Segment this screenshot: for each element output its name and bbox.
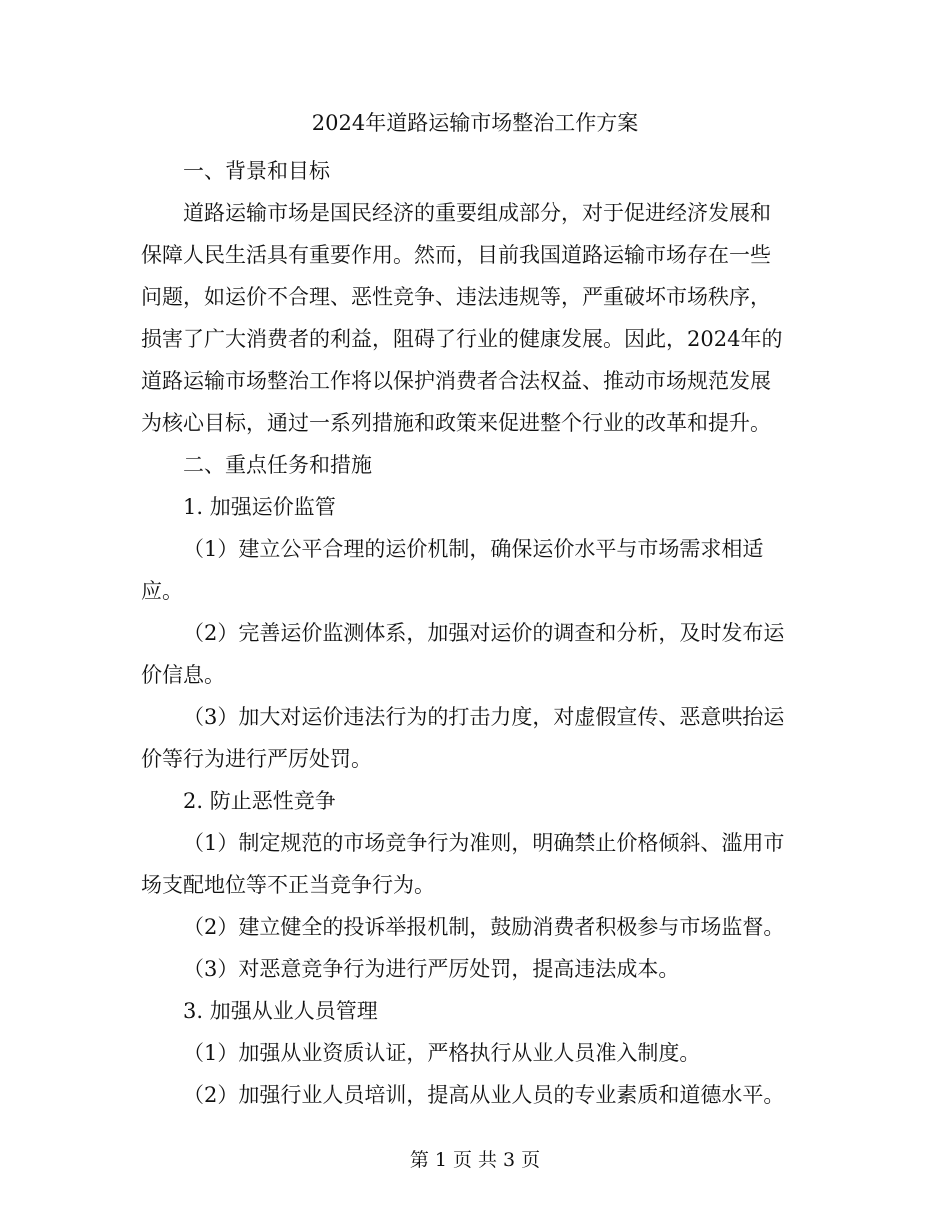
paragraph-line: 道路运输市场整治工作将以保护消费者合法权益、推动市场规范发展	[141, 369, 771, 393]
list-item-line: （2）加强行业人员培训，提高从业人员的专业素质和道德水平。	[183, 1083, 785, 1107]
list-item-line: 应。	[141, 579, 183, 603]
list-item-line: （1）制定规范的市场竞争行为准则，明确禁止价格倾斜、滥用市	[183, 831, 785, 855]
section-heading-tasks: 二、重点任务和措施	[183, 453, 372, 477]
list-item-line: （2）建立健全的投诉举报机制，鼓励消费者积极参与市场监督。	[183, 915, 785, 939]
subheading-competition: 2. 防止恶性竞争	[183, 789, 336, 813]
list-item-line: （1）加强从业资质认证，严格执行从业人员准入制度。	[183, 1041, 701, 1065]
page-number-footer: 第 1 页 共 3 页	[409, 1149, 541, 1171]
list-item-line: （3）对恶意竞争行为进行严厉处罚，提高违法成本。	[183, 957, 680, 981]
paragraph-line: 保障人民生活具有重要作用。然而，目前我国道路运输市场存在一些	[141, 243, 771, 267]
section-heading-background: 一、背景和目标	[183, 159, 330, 183]
paragraph-line: 损害了广大消费者的利益，阻碍了行业的健康发展。因此，2024年的	[141, 327, 783, 351]
list-item-line: 价等行为进行严厉处罚。	[141, 747, 372, 771]
paragraph-line: 为核心目标，通过一系列措施和政策来促进整个行业的改革和提升。	[141, 411, 771, 435]
paragraph-line: 问题，如运价不合理、恶性竞争、违法违规等，严重破坏市场秩序，	[141, 285, 771, 309]
list-item-line: （1）建立公平合理的运价机制，确保运价水平与市场需求相适	[183, 537, 764, 561]
list-item-line: （2）完善运价监测体系，加强对运价的调查和分析，及时发布运	[183, 621, 785, 645]
subheading-personnel: 3. 加强从业人员管理	[183, 999, 378, 1023]
list-item-line: （3）加大对运价违法行为的打击力度，对虚假宣传、恶意哄抬运	[183, 705, 785, 729]
list-item-line: 场支配地位等不正当竞争行为。	[141, 873, 435, 897]
document-title: 2024年道路运输市场整治工作方案	[311, 111, 639, 135]
paragraph-line: 道路运输市场是国民经济的重要组成部分，对于促进经济发展和	[183, 201, 771, 225]
list-item-line: 价信息。	[141, 663, 225, 687]
document-body	[141, 150, 811, 1116]
subheading-pricing: 1. 加强运价监管	[183, 495, 336, 519]
